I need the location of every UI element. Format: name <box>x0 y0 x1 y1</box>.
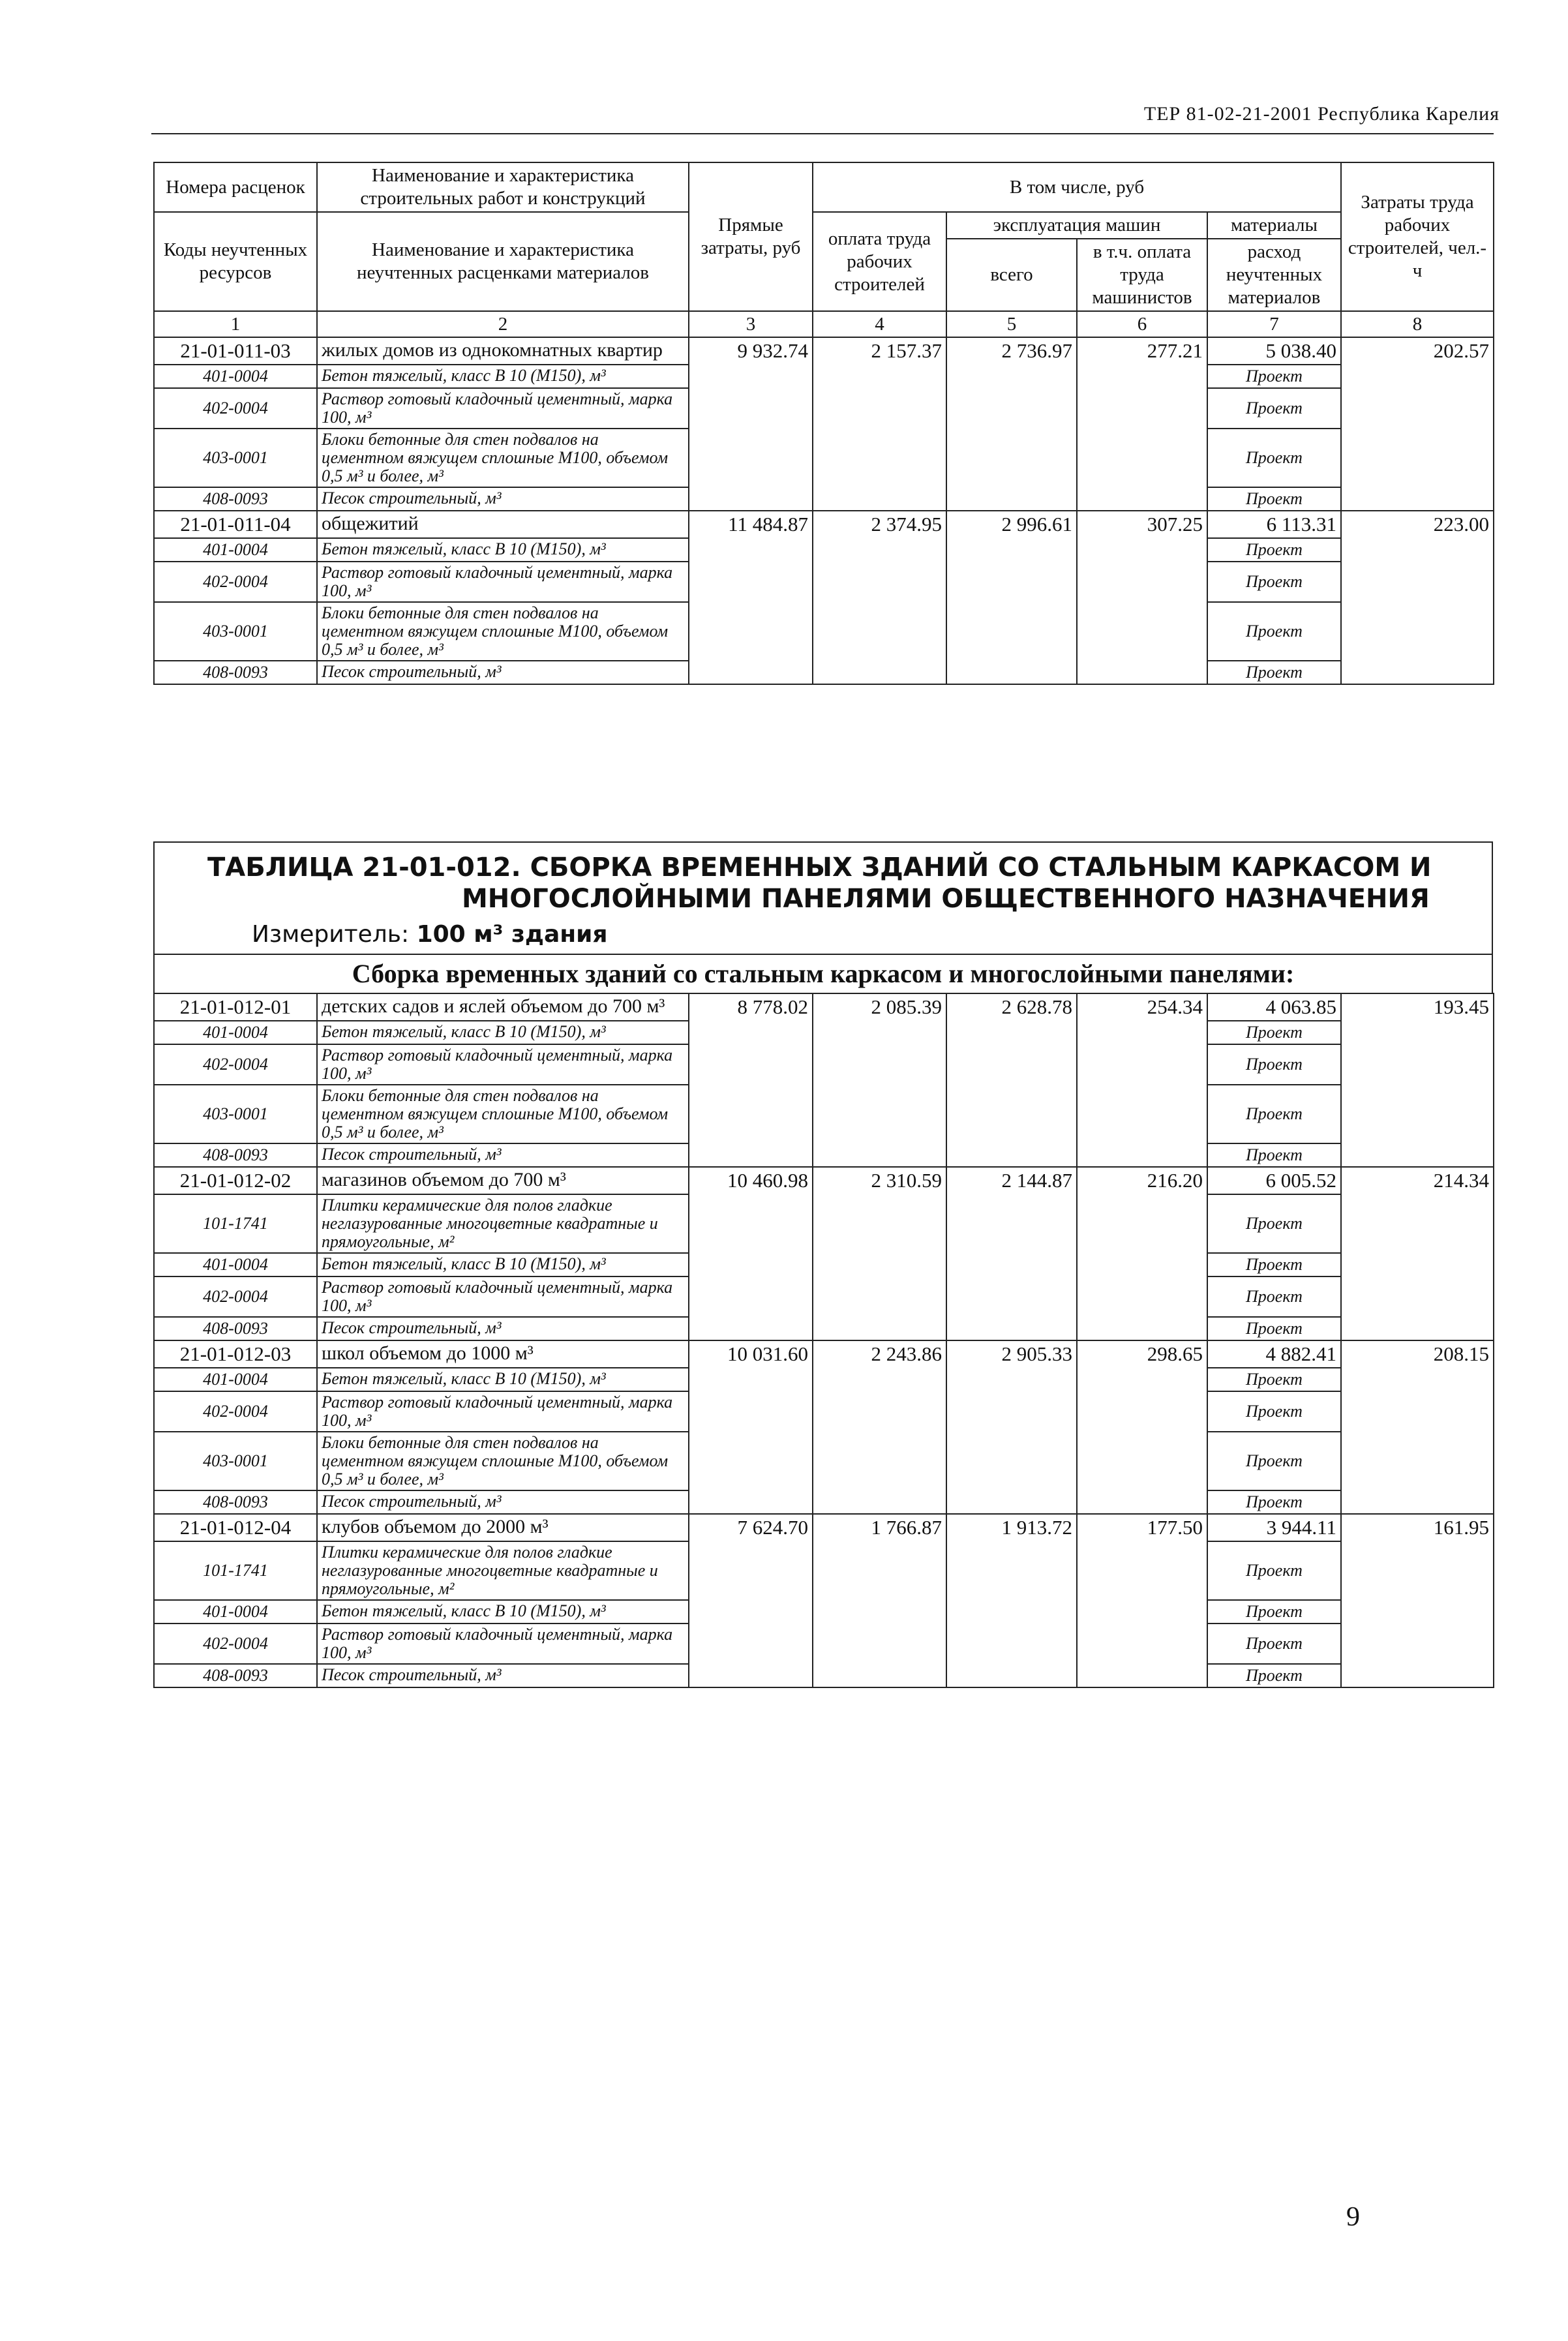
machinist-pay: 254.34 <box>1077 993 1207 1167</box>
material-name: Бетон тяжелый, класс В 10 (М150), м³ <box>317 1600 689 1624</box>
col-num: 2 <box>317 311 689 337</box>
col-num: 3 <box>689 311 813 337</box>
direct-cost: 7 624.70 <box>689 1514 813 1687</box>
material-value: Проект <box>1207 429 1341 487</box>
labor-pay: 2 085.39 <box>813 993 946 1167</box>
material-value: Проект <box>1207 1317 1341 1340</box>
material-name: Песок строительный, м³ <box>317 1317 689 1340</box>
material-value: Проект <box>1207 1624 1341 1664</box>
direct-cost: 11 484.87 <box>689 511 813 684</box>
material-code: 408-0093 <box>154 1143 317 1167</box>
material-name: Раствор готовый кладочный цементный, марка 100, м³ <box>317 1624 689 1664</box>
material-value: Проект <box>1207 1664 1341 1687</box>
material-code: 403-0001 <box>154 1432 317 1490</box>
machinist-pay: 177.50 <box>1077 1514 1207 1687</box>
material-name: Раствор готовый кладочный цементный, марка 100, м³ <box>317 562 689 602</box>
material-name: Блоки бетонные для стен подвалов на цементном вяжущем сплошные М100, объемом 0,5 м³ и более, м³ <box>317 1432 689 1490</box>
page-number: 9 <box>1346 2202 1360 2232</box>
header-labor-cost: Затраты труда рабочих строителей, чел.-ч <box>1341 162 1494 311</box>
machine-total: 2 144.87 <box>946 1167 1077 1340</box>
material-code: 101-1741 <box>154 1541 317 1600</box>
header-name: Наименование и характеристика строительных работ и конструкций <box>317 162 689 212</box>
header-machine: эксплуатация машин <box>946 212 1207 239</box>
machinist-pay: 307.25 <box>1077 511 1207 684</box>
material-value: Проект <box>1207 1432 1341 1490</box>
rate-name: жилых домов из однокомнатных квартир <box>317 337 689 365</box>
col-num: 5 <box>946 311 1077 337</box>
header-mat-cons: расход неучтенных материалов <box>1207 239 1341 311</box>
material-code: 401-0004 <box>154 538 317 562</box>
header-mname: Наименование и характеристика неучтенных расценками материалов <box>317 212 689 311</box>
labor-hours: 223.00 <box>1341 511 1494 684</box>
material-value: Проект <box>1207 1600 1341 1624</box>
machinist-pay: 277.21 <box>1077 337 1207 511</box>
rate-name: клубов объемом до 2000 м³ <box>317 1514 689 1541</box>
material-name: Песок строительный, м³ <box>317 1490 689 1514</box>
materials-cost: 4 063.85 <box>1207 993 1341 1021</box>
direct-cost: 10 031.60 <box>689 1340 813 1514</box>
material-name: Раствор готовый кладочный цементный, марка 100, м³ <box>317 1276 689 1317</box>
material-name: Песок строительный, м³ <box>317 661 689 684</box>
material-value: Проект <box>1207 1541 1341 1600</box>
measure-label: Измеритель: <box>252 921 410 948</box>
material-name: Блоки бетонные для стен подвалов на цементном вяжущем сплошные М100, объемом 0,5 м³ и более, м³ <box>317 429 689 487</box>
rate-code: 21-01-012-04 <box>154 1514 317 1541</box>
machinist-pay: 216.20 <box>1077 1167 1207 1340</box>
material-value: Проект <box>1207 1021 1341 1044</box>
material-code: 402-0004 <box>154 1624 317 1664</box>
rate-code: 21-01-011-03 <box>154 337 317 365</box>
header-mach-pay: в т.ч. оплата труда машинистов <box>1077 239 1207 311</box>
material-code: 403-0001 <box>154 1085 317 1143</box>
machine-total: 2 996.61 <box>946 511 1077 684</box>
block1-body <box>154 337 1494 684</box>
labor-pay: 2 243.86 <box>813 1340 946 1514</box>
material-code: 402-0004 <box>154 562 317 602</box>
materials-cost: 3 944.11 <box>1207 1514 1341 1541</box>
table-title-line1: ТАБЛИЦА 21-01-012. СБОРКА ВРЕМЕННЫХ ЗДАНИЙ СО СТАЛЬНЫМ КАРКАСОМ И <box>207 853 1432 883</box>
material-value: Проект <box>1207 1253 1341 1276</box>
labor-pay: 2 157.37 <box>813 337 946 511</box>
header-labor-pay: оплата труда рабочих строителей <box>813 212 946 311</box>
material-value: Проект <box>1207 1143 1341 1167</box>
material-value: Проект <box>1207 1044 1341 1085</box>
table-title <box>207 852 1447 914</box>
material-name: Раствор готовый кладочный цементный, марка 100, м³ <box>317 1044 689 1085</box>
rate-row <box>154 337 1494 365</box>
material-name: Бетон тяжелый, класс В 10 (М150), м³ <box>317 365 689 388</box>
direct-cost: 8 778.02 <box>689 993 813 1167</box>
direct-cost: 9 932.74 <box>689 337 813 511</box>
rate-name: школ объемом до 1000 м³ <box>317 1340 689 1368</box>
materials-cost: 4 882.41 <box>1207 1340 1341 1368</box>
material-name: Песок строительный, м³ <box>317 1664 689 1687</box>
material-name: Блоки бетонные для стен подвалов на цементном вяжущем сплошные М100, объемом 0,5 м³ и более, м³ <box>317 1085 689 1143</box>
machinist-pay: 298.65 <box>1077 1340 1207 1514</box>
material-value: Проект <box>1207 1085 1341 1143</box>
material-name: Раствор готовый кладочный цементный, марка 100, м³ <box>317 1391 689 1432</box>
material-name: Песок строительный, м³ <box>317 487 689 511</box>
labor-hours: 161.95 <box>1341 1514 1494 1687</box>
material-value: Проект <box>1207 1368 1341 1391</box>
material-value: Проект <box>1207 602 1341 661</box>
col-num: 7 <box>1207 311 1341 337</box>
material-code: 401-0004 <box>154 365 317 388</box>
rate-code: 21-01-012-02 <box>154 1167 317 1194</box>
subsection-title: Сборка временных зданий со стальным каркасом и многослойными панелями: <box>153 954 1493 994</box>
rate-code: 21-01-011-04 <box>154 511 317 538</box>
material-code: 101-1741 <box>154 1194 317 1253</box>
material-code: 401-0004 <box>154 1600 317 1624</box>
material-value: Проект <box>1207 562 1341 602</box>
material-code: 403-0001 <box>154 429 317 487</box>
measure-value: 100 м³ здания <box>416 921 608 948</box>
col-num: 6 <box>1077 311 1207 337</box>
material-name: Бетон тяжелый, класс В 10 (М150), м³ <box>317 1253 689 1276</box>
material-value: Проект <box>1207 365 1341 388</box>
materials-cost: 6 113.31 <box>1207 511 1341 538</box>
header-materials: материалы <box>1207 212 1341 239</box>
material-code: 408-0093 <box>154 1664 317 1687</box>
material-code: 402-0004 <box>154 1391 317 1432</box>
machine-total: 2 905.33 <box>946 1340 1077 1514</box>
material-code: 408-0093 <box>154 487 317 511</box>
material-code: 402-0004 <box>154 1044 317 1085</box>
header-incl: В том числе, руб <box>813 162 1341 212</box>
material-value: Проект <box>1207 487 1341 511</box>
material-value: Проект <box>1207 1194 1341 1253</box>
material-name: Бетон тяжелый, класс В 10 (М150), м³ <box>317 1021 689 1044</box>
material-value: Проект <box>1207 1391 1341 1432</box>
material-code: 401-0004 <box>154 1253 317 1276</box>
rate-row <box>154 1340 1494 1368</box>
labor-pay: 2 374.95 <box>813 511 946 684</box>
rate-code: 21-01-012-03 <box>154 1340 317 1368</box>
page-header: ТЕР 81-02-21-2001 Республика Карелия <box>1143 103 1500 125</box>
material-name: Блоки бетонные для стен подвалов на цементном вяжущем сплошные М100, объемом 0,5 м³ и более, м³ <box>317 602 689 661</box>
rate-name: общежитий <box>317 511 689 538</box>
labor-hours: 214.34 <box>1341 1167 1494 1340</box>
header-codes: Коды неучтенных ресурсов <box>154 212 317 311</box>
material-name: Плитки керамические для полов гладкие неглазурованные многоцветные квадратные и прямоугольные, м² <box>317 1541 689 1600</box>
machine-total: 2 736.97 <box>946 337 1077 511</box>
col-num: 4 <box>813 311 946 337</box>
material-code: 402-0004 <box>154 1276 317 1317</box>
header-total: всего <box>946 239 1077 311</box>
material-code: 408-0093 <box>154 1317 317 1340</box>
rate-row <box>154 993 1494 1021</box>
material-code: 408-0093 <box>154 1490 317 1514</box>
rate-row <box>154 511 1494 538</box>
labor-hours: 202.57 <box>1341 337 1494 511</box>
material-code: 403-0001 <box>154 602 317 661</box>
table-title-line2: МНОГОСЛОЙНЫМИ ПАНЕЛЯМИ ОБЩЕСТВЕННОГО НАЗНАЧЕНИЯ <box>462 884 1430 914</box>
rate-row <box>154 1167 1494 1194</box>
rate-name: детских садов и яслей объемом до 700 м³ <box>317 993 689 1021</box>
material-code: 401-0004 <box>154 1021 317 1044</box>
block2-body <box>154 993 1494 1687</box>
rate-code: 21-01-012-01 <box>154 993 317 1021</box>
material-name: Бетон тяжелый, класс В 10 (М150), м³ <box>317 538 689 562</box>
materials-cost: 5 038.40 <box>1207 337 1341 365</box>
material-name: Раствор готовый кладочный цементный, марка 100, м³ <box>317 388 689 429</box>
rate-row <box>154 1514 1494 1541</box>
machine-total: 1 913.72 <box>946 1514 1077 1687</box>
materials-cost: 6 005.52 <box>1207 1167 1341 1194</box>
labor-pay: 2 310.59 <box>813 1167 946 1340</box>
labor-hours: 193.45 <box>1341 993 1494 1167</box>
material-value: Проект <box>1207 661 1341 684</box>
material-value: Проект <box>1207 1276 1341 1317</box>
material-name: Плитки керамические для полов гладкие неглазурованные многоцветные квадратные и прямоугольные, м² <box>317 1194 689 1253</box>
material-code: 402-0004 <box>154 388 317 429</box>
col-num: 8 <box>1341 311 1494 337</box>
material-value: Проект <box>1207 1490 1341 1514</box>
machine-total: 2 628.78 <box>946 993 1077 1167</box>
header-rule <box>151 133 1494 134</box>
labor-pay: 1 766.87 <box>813 1514 946 1687</box>
material-name: Песок строительный, м³ <box>317 1143 689 1167</box>
col-num: 1 <box>154 311 317 337</box>
measure <box>252 921 607 948</box>
material-name: Бетон тяжелый, класс В 10 (М150), м³ <box>317 1368 689 1391</box>
header-nums: Номера расценок <box>154 162 317 212</box>
material-code: 408-0093 <box>154 661 317 684</box>
direct-cost: 10 460.98 <box>689 1167 813 1340</box>
header-direct: Прямые затраты, руб <box>689 162 813 311</box>
rate-name: магазинов объемом до 700 м³ <box>317 1167 689 1194</box>
labor-hours: 208.15 <box>1341 1340 1494 1514</box>
rates-table-bottom <box>153 993 1494 1688</box>
material-code: 401-0004 <box>154 1368 317 1391</box>
material-value: Проект <box>1207 538 1341 562</box>
material-value: Проект <box>1207 388 1341 429</box>
rates-table-top <box>153 162 1494 685</box>
